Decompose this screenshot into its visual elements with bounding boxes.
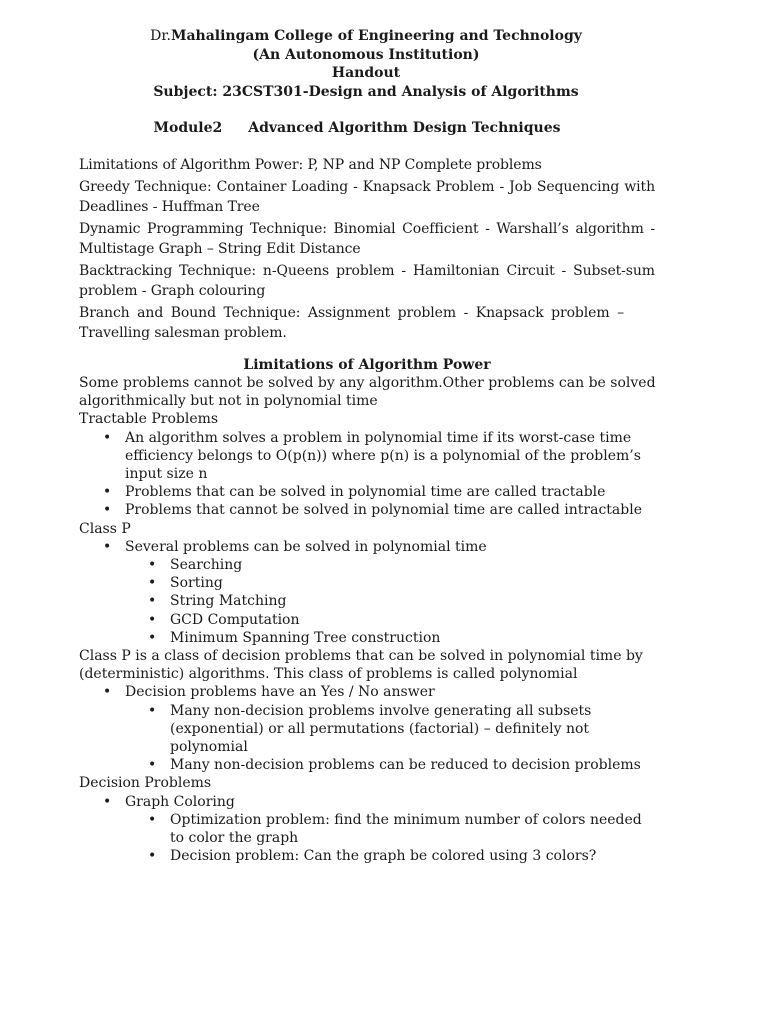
list-item: • Graph Coloring • Optimization problem: find the minimum number of colors needed to color the graph • Decision problem: Can the graph be colored using 3 colors? xyxy=(79,793,659,866)
topic-item: Backtracking Technique: n-Queens problem - Hamiltonian Circuit - Subset-sum problem - Graph colouring xyxy=(79,262,655,299)
list-item: • String Matching xyxy=(79,592,659,610)
list-item: • Several problems can be solved in polynomial time • Searching • Sorting • String Matching • GCD Computation • Minimum Spanning Tree construction xyxy=(79,538,659,647)
list-item: • An algorithm solves a problem in polynomial time if its worst-case time efficiency belongs to O(p(n)) where p(n) is a polynomial of the problem’s input size n xyxy=(79,429,659,484)
topic-item: Dynamic Programming Technique: Binomial Coefficient - Warshall’s algorithm - Multistage Graph – String Edit Distance xyxy=(79,220,655,257)
decision-list xyxy=(79,683,659,774)
classp-definition: (deterministic) algorithms. This class of problems is called polynomial xyxy=(79,666,578,683)
classp-definition: Class P is a class of decision problems that can be solved in polynomial time by xyxy=(79,648,643,665)
classp-examples xyxy=(125,556,659,647)
list-item: • Searching xyxy=(79,556,659,574)
list-item: • GCD Computation xyxy=(79,611,659,629)
topic-item: Limitations of Algorithm Power: P, NP and NP Complete problems xyxy=(79,157,542,173)
institution-type: (An Autonomous Institution) xyxy=(252,46,480,63)
list-item: • Minimum Spanning Tree construction xyxy=(79,629,659,647)
section-body xyxy=(79,374,659,865)
classp-heading: Class P xyxy=(79,520,131,537)
classp-list xyxy=(79,538,659,647)
list-item: • Problems that cannot be solved in polynomial time are called intractable xyxy=(79,501,659,519)
decision-sub-list xyxy=(125,702,659,775)
document-header xyxy=(0,27,732,101)
list-item: • Many non-decision problems involve generating all subsets (exponential) or all permutations (factorial) – definitely not polynomial xyxy=(79,702,659,757)
list-item: • Decision problem: Can the graph be colored using 3 colors? xyxy=(79,847,659,865)
tractable-heading: Tractable Problems xyxy=(79,411,219,428)
topic-list xyxy=(79,155,655,345)
college-name: Dr.Mahalingam College of Engineering and Technology xyxy=(150,28,582,44)
doc-type: Handout xyxy=(331,65,401,81)
section-title: Limitations of Algorithm Power xyxy=(243,357,491,373)
tractable-list xyxy=(79,429,659,520)
subject-line: Subject: 23CST301-Design and Analysis of Algorithms xyxy=(153,83,579,100)
topic-item: Greedy Technique: Container Loading - Knapsack Problem - Job Sequencing with Deadlines - Huffman Tree xyxy=(79,178,655,215)
intro-line: algorithmically but not in polynomial time xyxy=(79,393,378,410)
list-item: • Optimization problem: find the minimum number of colors needed to color the graph xyxy=(79,811,659,847)
list-item: • Problems that can be solved in polynomial time are called tractable xyxy=(79,483,659,501)
graph-coloring-list xyxy=(79,793,659,866)
decision-heading: Decision Problems xyxy=(79,775,212,792)
list-item: • Sorting xyxy=(79,574,659,592)
list-item: • Many non-decision problems can be reduced to decision problems xyxy=(79,756,659,774)
graph-coloring-sub-list xyxy=(125,811,659,866)
intro-line: Some problems cannot be solved by any algorithm.Other problems can be solved xyxy=(79,375,656,391)
topic-item: Branch and Bound Technique: Assignment problem - Knapsack problem – Travelling salesman problem. xyxy=(79,304,624,341)
module-title: Module2 Advanced Algorithm Design Techniques xyxy=(153,120,561,136)
list-item: • Decision problems have an Yes / No answer • Many non-decision problems involve generating all subsets (exponential) or all permutations (factorial) – definitely not polynomial • Many non-decision problems can be reduced to decision problems xyxy=(79,683,659,774)
